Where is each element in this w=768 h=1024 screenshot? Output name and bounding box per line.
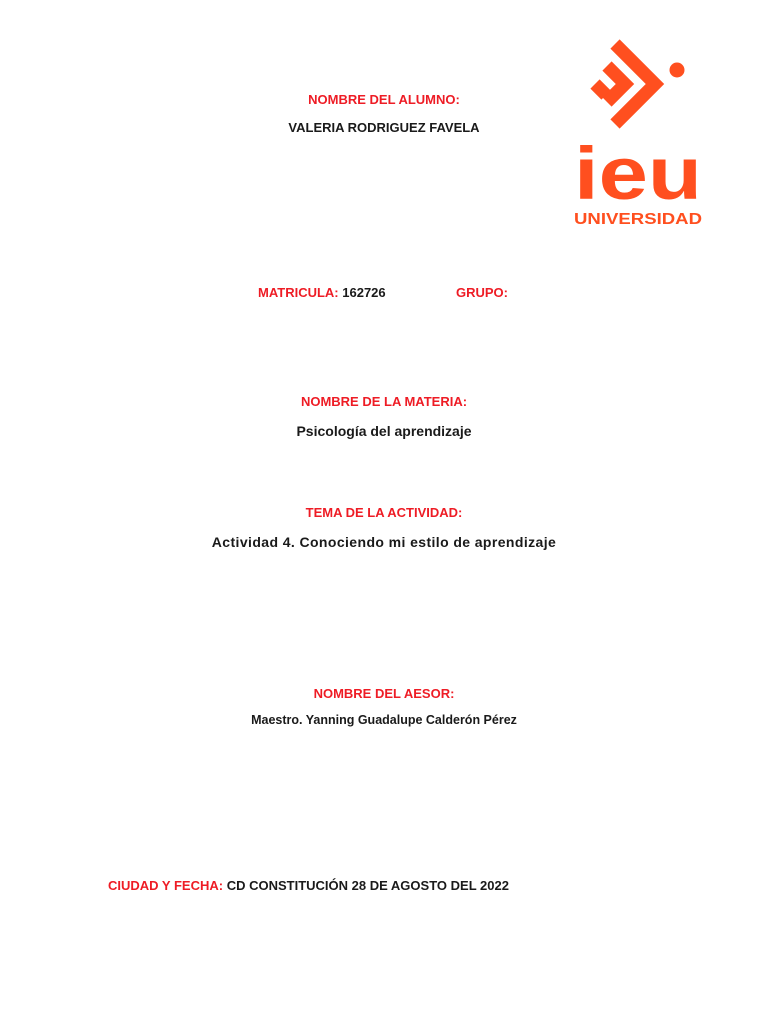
logo-chevron-mark xyxy=(595,44,655,124)
grupo-field xyxy=(456,285,508,300)
logo-dot xyxy=(670,63,685,78)
matricula-field xyxy=(258,285,386,300)
materia-label: NOMBRE DE LA MATERIA: xyxy=(300,394,468,409)
matricula-value: 162726 xyxy=(342,285,386,300)
logo-wordmark: ieu xyxy=(574,132,702,215)
materia-name: Psicología del aprendizaje xyxy=(296,423,472,439)
alumno-label: NOMBRE DEL ALUMNO: xyxy=(308,92,460,107)
logo-subtitle: UNIVERSIDAD xyxy=(574,211,702,228)
asesor-label: NOMBRE DEL AESOR: xyxy=(313,686,455,701)
tema-name: Actividad 4. Conociendo mi estilo de aprendizaje xyxy=(211,534,557,550)
matricula-label: MATRICULA: xyxy=(258,285,339,300)
asesor-name: Maestro. Yanning Guadalupe Calderón Pérez xyxy=(251,713,517,727)
tema-label: TEMA DE LA ACTIVIDAD: xyxy=(305,505,463,520)
ciudad-fecha-label: CIUDAD Y FECHA: xyxy=(108,878,224,893)
ciudad-fecha-value: CD CONSTITUCIÓN 28 DE AGOSTO DEL 2022 xyxy=(226,878,509,893)
alumno-name: VALERIA RODRIGUEZ FAVELA xyxy=(288,120,480,135)
grupo-label: GRUPO: xyxy=(456,285,508,300)
ciudad-fecha-field xyxy=(108,878,509,893)
